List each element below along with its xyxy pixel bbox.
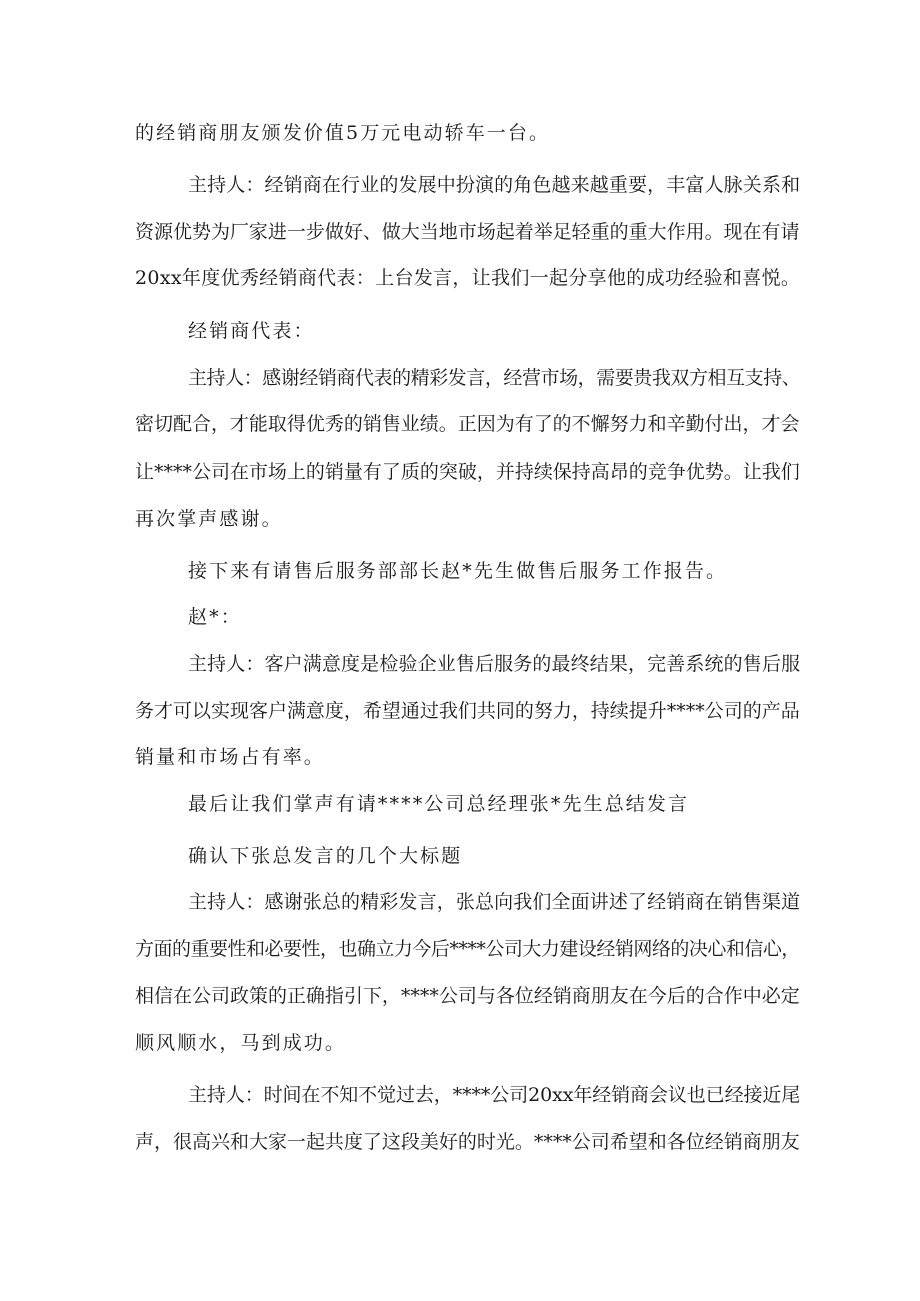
text-line: 相信在公司政策的正确指引下，****公司与各位经销商朋友在今后的合作中必定 [135, 985, 800, 1007]
text-line: 主持人：感谢经销商代表的精彩发言，经营市场，需要贵我双方相互支持、 [188, 367, 801, 389]
text-line: 务才可以实现客户满意度，希望通过我们共同的努力，持续提升****公司的产品 [135, 700, 800, 722]
text-line: 接下来有请售后服务部部长赵*先生做售后服务工作报告。 [188, 560, 728, 582]
text-line: 主持人：经销商在行业的发展中扮演的角色越来越重要，丰富人脉关系和 [188, 174, 801, 196]
text-line: 声，很高兴和大家一起共度了这段美好的时光。****公司希望和各位经销商朋友 [135, 1131, 800, 1153]
text-line: 资源优势为厂家进一步做好、做大当地市场起着举足轻重的重大作用。现在有请 [135, 221, 800, 243]
text-line: 方面的重要性和必要性，也确立力今后****公司大力建设经销网络的决心和信心， [135, 938, 800, 960]
text-line: 确认下张总发言的几个大标题 [188, 845, 463, 867]
text-line: 顺风顺水，马到成功。 [135, 1032, 347, 1054]
text-line: 赵*： [188, 606, 242, 628]
text-line: 20xx年度优秀经销商代表：上台发言，让我们一起分享他的成功经验和喜悦。 [135, 267, 801, 289]
text-line: 密切配合，才能取得优秀的销售业绩。正因为有了的不懈努力和辛勤付出，才会 [135, 413, 800, 435]
text-line: 经销商代表： [188, 320, 315, 342]
text-line: 主持人：感谢张总的精彩发言，张总向我们全面讲述了经销商在销售渠道 [188, 891, 801, 913]
text-line: 的经销商朋友颁发价值5万元电动轿车一台。 [135, 122, 551, 144]
text-line: 销量和市场占有率。 [135, 746, 325, 768]
text-line: 主持人：时间在不知不觉过去，****公司20xx年经销商会议也已经接近尾 [188, 1084, 801, 1106]
text-line: 主持人：客户满意度是检验企业售后服务的最终结果，完善系统的售后服 [188, 653, 801, 675]
text-line: 再次掌声感谢。 [135, 508, 283, 530]
text-line: 最后让我们掌声有请****公司总经理张*先生总结发言 [188, 793, 690, 815]
text-line: 让****公司在市场上的销量有了质的突破，并持续保持高昂的竞争优势。让我们 [135, 461, 800, 483]
